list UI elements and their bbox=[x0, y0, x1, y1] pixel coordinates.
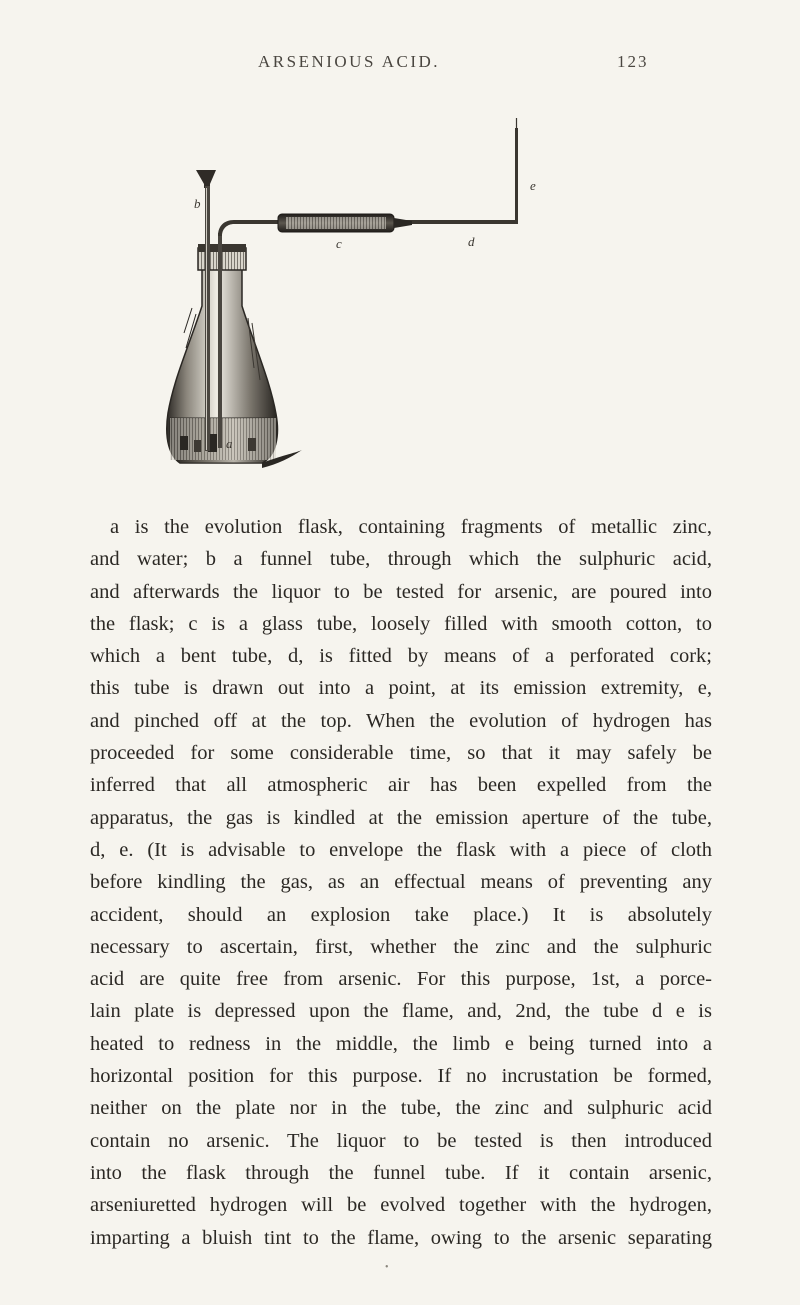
body-line: heated to redness in the middle, the limb e being turned into a bbox=[90, 1032, 712, 1055]
body-line: into the flask through the funnel tube. If it contain arsenic, bbox=[90, 1161, 712, 1184]
body-line: imparting a bluish tint to the flame, owing to the arsenic separating bbox=[90, 1226, 712, 1249]
body-line: before kindling the gas, as an effectual means of preventing any bbox=[90, 871, 712, 894]
body-line: and afterwards the liquor to be tested for arsenic, are poured into bbox=[90, 580, 712, 603]
body-line: neither on the plate nor in the tube, the zinc and sulphuric acid bbox=[90, 1097, 712, 1120]
running-head bbox=[0, 52, 800, 78]
body-line: and water; b a funnel tube, through which the sulphuric acid, bbox=[90, 548, 712, 571]
body-line: apparatus, the gas is kindled at the emission aperture of the tube, bbox=[90, 806, 712, 829]
body-line: arseniuretted hydrogen will be evolved together with the hydrogen, bbox=[90, 1194, 712, 1217]
body-line: d, e. (It is advisable to envelope the flask with a piece of cloth bbox=[90, 838, 712, 861]
page-mark: • bbox=[385, 1262, 389, 1273]
body-paragraph bbox=[90, 511, 712, 1254]
label-e: e bbox=[530, 178, 536, 193]
page-number: 123 bbox=[617, 52, 649, 71]
label-b: b bbox=[194, 196, 201, 211]
label-c: c bbox=[336, 236, 342, 251]
label-d: d bbox=[468, 234, 475, 249]
body-line: this tube is drawn out into a point, at its emission extremity, e, bbox=[90, 677, 712, 700]
body-line: horizontal position for this purpose. If no incrustation be formed, bbox=[90, 1065, 712, 1088]
body-line: proceeded for some considerable time, so that it may safely be bbox=[90, 742, 712, 765]
body-line: lain plate is depressed upon the flame, and, 2nd, the tube d e is bbox=[90, 1000, 712, 1023]
body-line: which a bent tube, d, is fitted by means of a perforated cork; bbox=[90, 645, 712, 668]
body-line: a is the evolution flask, containing fragments of metallic zinc, bbox=[110, 516, 712, 538]
body-line: accident, should an explosion take place.) It is absolutely bbox=[90, 903, 712, 926]
label-a: a bbox=[226, 436, 233, 451]
body-line: inferred that all atmospheric air has been expelled from the bbox=[90, 774, 712, 797]
body-line: the flask; c is a glass tube, loosely filled with smooth cotton, to bbox=[90, 612, 712, 635]
evolution-flask bbox=[167, 244, 278, 463]
running-title: ARSENIOUS ACID. bbox=[258, 52, 441, 71]
body-line: and pinched off at the top. When the evolution of hydrogen has bbox=[90, 709, 712, 732]
body-line: acid are quite free from arsenic. For this purpose, 1st, a porce- bbox=[90, 968, 712, 991]
body-line: contain no arsenic. The liquor to be tested is then introduced bbox=[90, 1129, 712, 1152]
body-line: necessary to ascertain, first, whether the zinc and the sulphuric bbox=[90, 935, 712, 958]
apparatus-figure bbox=[150, 118, 550, 488]
apparatus-illustration bbox=[150, 118, 550, 488]
